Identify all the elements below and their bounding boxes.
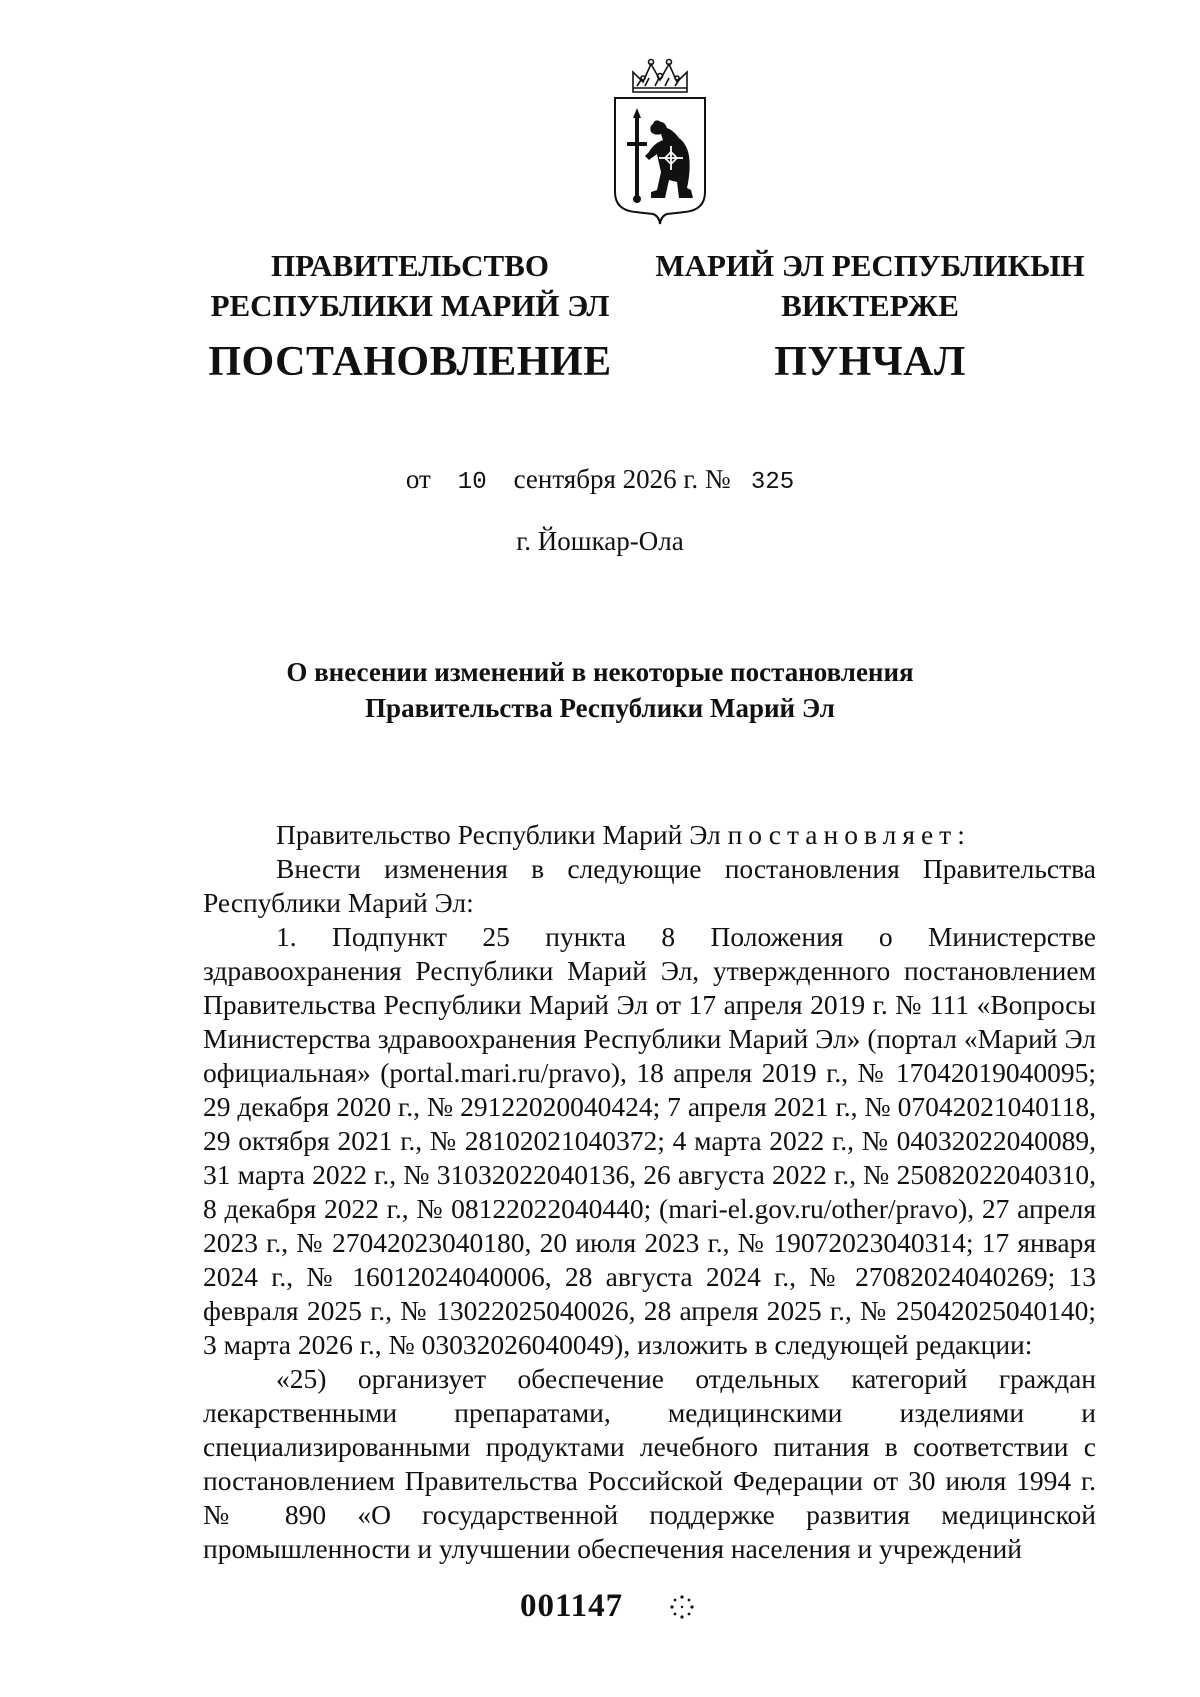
form-serial-number: 001147 — [520, 1588, 624, 1624]
document-type-mari: ПУНЧАЛ — [774, 339, 966, 385]
paragraph-resolves — [203, 818, 1096, 852]
date-prefix: от — [405, 464, 431, 494]
city-name: г. Йошкар-Ола — [516, 526, 684, 556]
government-name-line1: ПРАВИТЕЛЬСТВО — [271, 248, 549, 283]
government-name-line2: РЕСПУБЛИКИ МАРИЙ ЭЛ — [210, 288, 610, 323]
paragraph-resolves-lead: Правительство Республики Марий Эл — [276, 819, 728, 850]
document-number: 325 — [750, 469, 795, 496]
coat-of-arms-emblem — [605, 52, 715, 232]
date-month-year: сентября 2026 г. № — [513, 464, 731, 494]
document-date-line — [0, 464, 1200, 496]
date-day: 10 — [457, 469, 487, 496]
government-name-mari-line1: МАРИЙ ЭЛ РЕСПУБЛИКЫН — [655, 248, 1085, 283]
paragraph-intro: Внести изменения в следующие постановления Правительства Республики Марий Эл: — [203, 853, 1096, 918]
document-title — [0, 654, 1200, 726]
document-type: ПОСТАНОВЛЕНИЕ — [208, 339, 612, 385]
title-line2: Правительства Республики Марий Эл — [365, 693, 835, 723]
header-left-russian — [180, 246, 640, 386]
header-right-mari — [640, 246, 1100, 386]
government-name-mari-line2: ВИКТЕРЖЕ — [781, 288, 959, 323]
paragraph-resolves-verb: постановляет: — [727, 819, 971, 850]
paragraph-item-1: 1. Подпункт 25 пункта 8 Положения о Министерстве здравоохранения Республики Марий Эл, утвержденного постановлением Правительства Республики Марий Эл от 17 апреля 2019 г. № 111 «Вопросы Министерства здравоохранения Республики Марий Эл» (портал «Марий Эл официальная» (portal.mari.ru/pravo), 18 апреля 2019 г., № 17042019040095; 29 декабря 2020 г., № 29122020040424; 7 апреля 2021 г., № 07042021040118, 29 октября 2021 г., № 28102021040372; 4 марта 2022 г., № 04032022040089, 31 марта 2022 г., № 31032022040136, 26 августа 2022 г., № 25082022040310, 8 декабря 2022 г., № 08122022040440; (mari-el.gov.ru/other/pravo), 27 апреля 2023 г., № 27042023040180, 20 июля 2023 г., № 19072023040314; 17 января 2024 г., № 16012024040006, 28 августа 2024 г., № 27082024040269; 13 февраля 2025 г., № 13022025040026, 28 апреля 2025 г., № 25042025040140; 3 марта 2026 г., № 03032026040049), изложить в следующей редакции: — [203, 921, 1096, 1360]
asterisk-mark-icon — [668, 1593, 696, 1621]
mari-el-coat-of-arms-icon — [605, 52, 715, 232]
title-line1: О внесении изменений в некоторые постановления — [286, 657, 914, 687]
document-body — [203, 818, 1096, 1566]
paragraph-item-25: «25) организует обеспечение отдельных категорий граждан лекарственными препаратами, медицинскими изделиями и специализированными продуктами лечебного питания в соответствии с постановлением Правительства Российской Федерации от 30 июля 1994 г. № 890 «О государственной поддержке развития медицинской промышленности и улучшении обеспечения населения и учреждений — [203, 1363, 1096, 1564]
